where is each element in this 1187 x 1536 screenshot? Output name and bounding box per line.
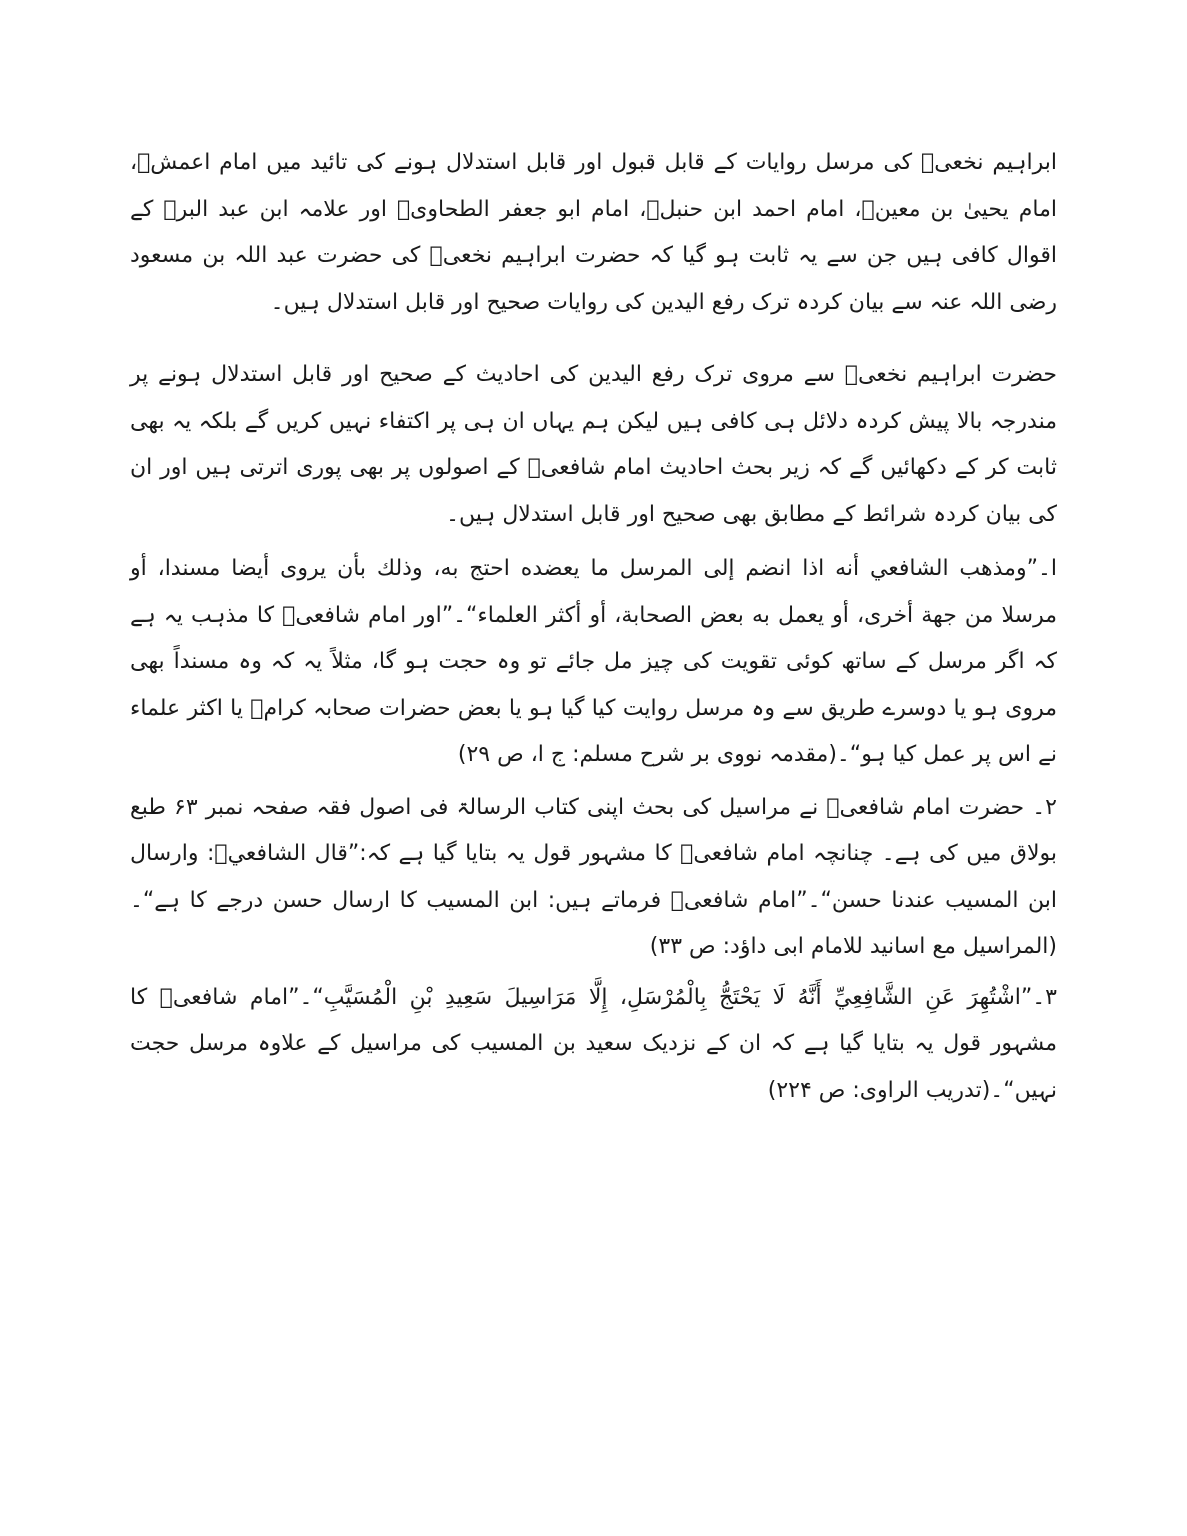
paragraph-point-2-risala: ۲۔ حضرت امام شافعیؒ نے مراسیل کی بحث اپنی کتاب الرسالۃ فی اصول فقہ صفحہ نمبر ۶۳ طبع بولاق میں کی ہے۔ چنانچہ امام شافعیؒ کا مشہور قول یہ بتایا گیا ہے کہ:”قال الشافعيؒ: وارسال ابن المسيب عندنا حسن“۔”امام شافعیؒ فرماتے ہیں: ابن المسیب کا ارسال حسن درجے کا ہے“۔(المراسیل مع اسانید للامام ابی داؤد: ص ۳۳) xyxy=(130,794,1057,959)
paragraph-ibrahim-nakhai-mursal: ابراہیم نخعیؒ کی مرسل روایات کے قابل قبول اور قابل استدلال ہونے کی تائید میں امام اعمشؒ، امام یحییٰ بن معینؒ، امام احمد ابن حنبلؒ، امام ابو جعفر الطحاویؒ اور علامہ ابن عبد البرؒ کے اقوال کافی ہیں جن سے یہ ثابت ہو گیا کہ حضرت ابراہیم نخعیؒ کی حضرت عبد اللہ بن مسعود رضی اللہ عنہ سے بیان کردہ ترک رفع الیدین کی روایات صحیح اور قابل استدلال ہیں۔ xyxy=(130,150,1057,315)
paragraph-point-1-madhhab-shafii: ا۔”ومذهب الشافعي أنه اذا انضم إلى المرسل ما يعضده احتج به، وذلك بأن يروى أيضا مسندا، أو مرسلا من جهة أخرى، أو يعمل به بعض الصحابة، أو أكثر العلماء“۔”اور امام شافعیؒ کا مذہب یہ ہے کہ اگر مرسل کے ساتھ کوئی تقویت کی چیز مل جائے تو وہ حجت ہو گا، مثلاً یہ کہ وہ مسنداً بھی مروی ہو یا دوسرے طریق سے وہ مرسل روایت کیا گیا ہو یا بعض حضرات صحابہ کرامؓ یا اکثر علماء نے اس پر عمل کیا ہو“۔(مقدمہ نووی بر شرح مسلم: ج ا، ص ۲۹) xyxy=(130,556,1057,767)
paragraph-tark-rafa-yadain: حضرت ابراہیم نخعیؒ سے مروی ترک رفع الیدین کی احادیث کے صحیح اور قابل استدلال ہونے پر مندرجہ بالا پیش کردہ دلائل ہی کافی ہیں لیکن ہم یہاں ان ہی پر اکتفاء نہیں کریں گے بلکہ یہ بھی ثابت کر کے دکھائیں گے کہ زیر بحث احادیث امام شافعیؒ کے اصولوں پر بھی پوری اترتی ہیں اور ان کی بیان کردہ شرائط کے مطابق بھی صحیح اور قابل استدلال ہیں۔ xyxy=(130,362,1057,527)
document-page xyxy=(130,140,1057,1114)
paragraph-point-3-tadrib: ۳۔”اشْتُهِرَ عَنِ الشَّافِعِيِّ أَنَّهُ لَا يَحْتَجُّ بِالْمُرْسَلِ، إِلَّا مَرَاسِيلَ سَعِيدِ بْنِ الْمُسَيَّبِ“۔”امام شافعیؒ کا مشہور قول یہ بتایا گیا ہے کہ ان کے نزدیک سعید بن المسیب کی مراسیل کے علاوہ مرسل حجت نہیں“۔(تدریب الراوی: ص ۲۲۴) xyxy=(130,984,1057,1103)
